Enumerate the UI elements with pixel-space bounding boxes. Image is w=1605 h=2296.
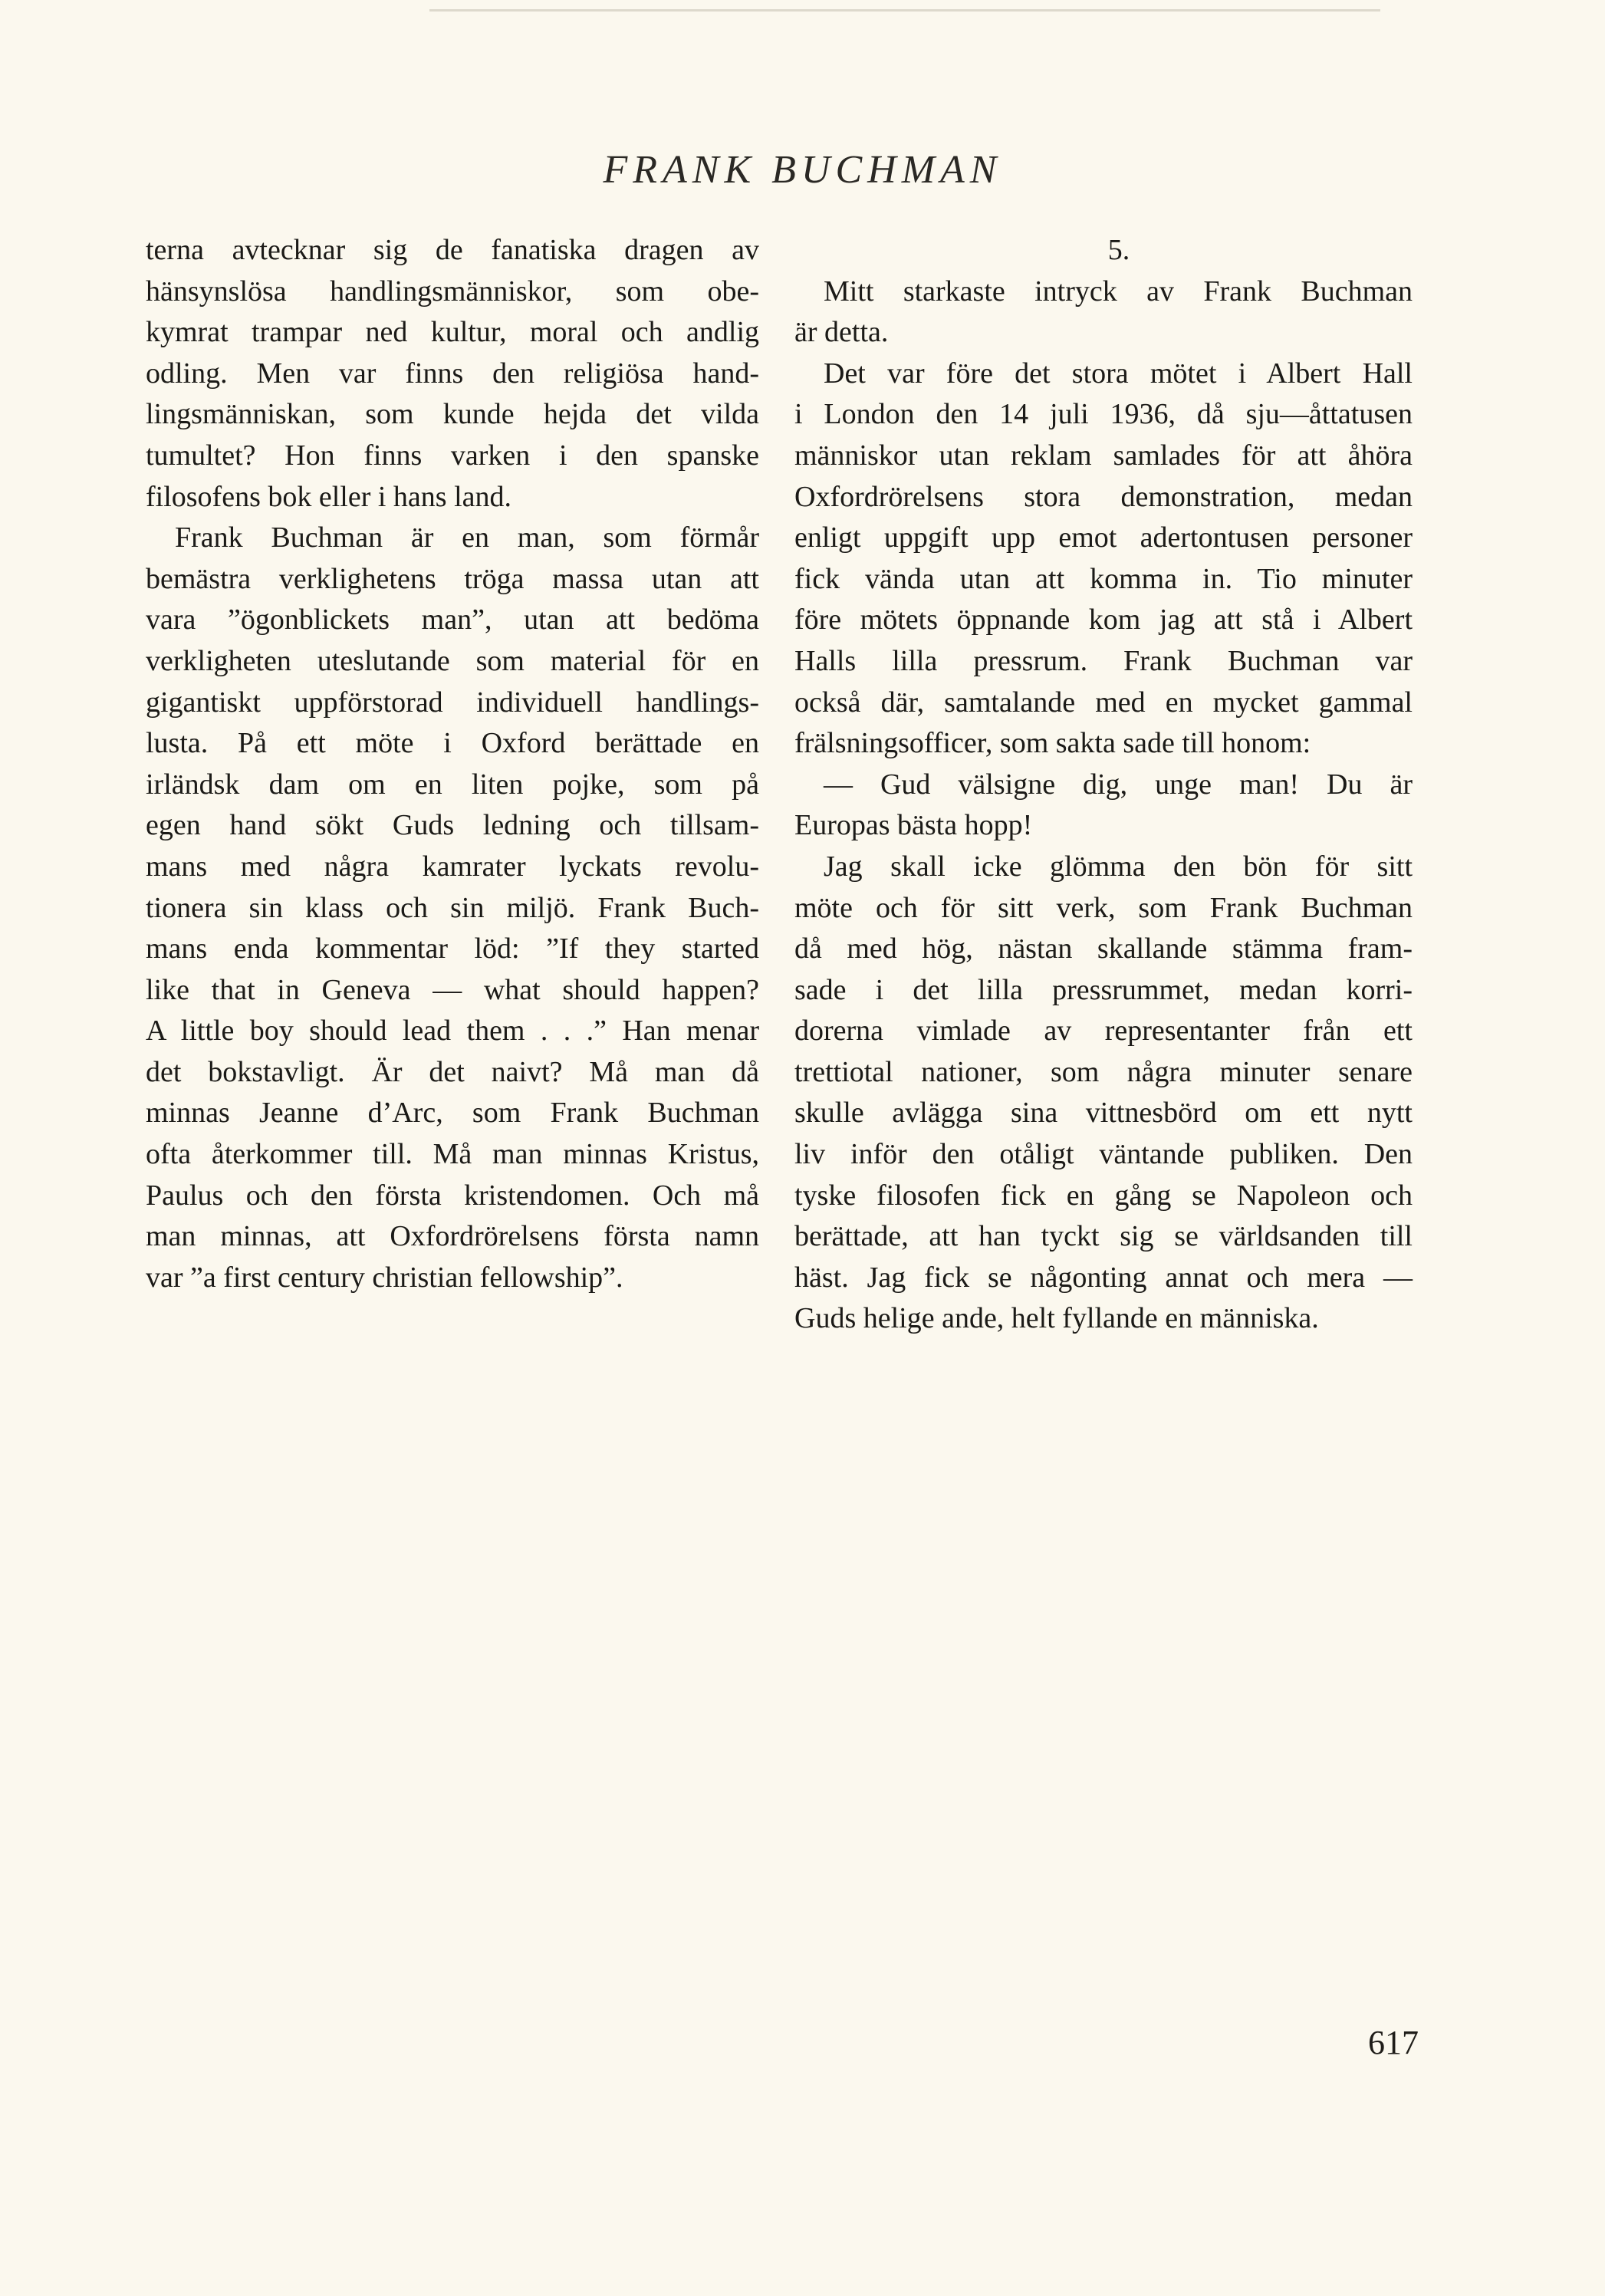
text-line: lusta. På ett möte i Oxford berättade en: [146, 727, 759, 760]
text-line: sade i det lilla pressrummet, medan korri-: [794, 973, 1413, 1006]
text-line: berättade, att han tyckt sig se världsanden till: [794, 1220, 1413, 1253]
text-line: irländsk dam om en liten pojke, som på: [146, 768, 759, 801]
page-number: 617: [1368, 2024, 1419, 2061]
text-line: terna avtecknar sig de fanatiska dragen av: [146, 234, 759, 266]
section-number: 5.: [1107, 234, 1130, 266]
text-line: Det var före det stora mötet i Albert Hall: [824, 357, 1413, 390]
text-line: lingsmänniskan, som kunde hejda det vilda: [146, 398, 759, 431]
text-line: minnas Jeanne d’Arc, som Frank Buchman: [146, 1097, 759, 1130]
paragraph: [794, 847, 1413, 1340]
text-line: filosofens bok eller i hans land.: [146, 480, 512, 513]
text-line: man minnas, att Oxfordrörelsens första namn: [146, 1220, 759, 1253]
text-line: tyske filosofen fick en gång se Napoleon och: [794, 1179, 1413, 1212]
text-line: hänsynslösa handlingsmänniskor, som obe-: [146, 275, 759, 308]
text-line: — Gud välsigne dig, unge man! Du är: [824, 768, 1413, 801]
text-line: verkligheten uteslutande som material för en: [146, 644, 759, 677]
top-rule: [429, 9, 1380, 12]
text-line: det bokstavligt. Är det naivt? Må man då: [146, 1055, 759, 1088]
text-line: Mitt starkaste intryck av Frank Buchman: [824, 275, 1413, 308]
text-line: skulle avlägga sina vittnesbörd om ett nytt: [794, 1097, 1413, 1130]
paragraph: [794, 354, 1413, 765]
text-line: före mötets öppnande kom jag att stå i Albert: [794, 604, 1413, 636]
text-line: odling. Men var finns den religiösa hand-: [146, 357, 759, 390]
text-line: egen hand sökt Guds ledning och tillsam-: [146, 809, 759, 842]
text-line: Halls lilla pressrum. Frank Buchman var: [794, 644, 1413, 677]
paragraph: [794, 271, 1413, 354]
text-line: vara ”ögonblickets man”, utan att bedöma: [146, 604, 759, 636]
text-line: frälsningsofficer, som sakta sade till honom:: [794, 727, 1311, 760]
text-line: bemästra verklighetens tröga massa utan att: [146, 562, 759, 595]
text-line: i London den 14 juli 1936, då sju—åttatusen: [794, 398, 1413, 431]
right-column: [794, 230, 1413, 1340]
text-line: mans enda kommentar löd: ”If they started: [146, 933, 759, 965]
text-line: Europas bästa hopp!: [794, 809, 1033, 842]
text-line: Frank Buchman är en man, som förmår: [175, 521, 759, 554]
text-line: människor utan reklam samlades för att åhöra: [794, 439, 1413, 472]
text-line: Oxfordrörelsens stora demonstration, medan: [794, 480, 1413, 513]
paragraph: [794, 765, 1413, 847]
text-line: liv inför den otåligt väntande publiken. Den: [794, 1138, 1413, 1171]
text-line: kymrat trampar ned kultur, moral och andlig: [146, 316, 759, 349]
text-line: är detta.: [794, 316, 889, 349]
text-line: var ”a first century christian fellowship”.: [146, 1261, 623, 1294]
text-line: då med hög, nästan skallande stämma fram-: [794, 933, 1413, 965]
text-line: möte och för sitt verk, som Frank Buchman: [794, 891, 1413, 924]
left-column: [146, 230, 759, 1298]
text-line: tumultet? Hon finns varken i den spanske: [146, 439, 759, 472]
text-line: enligt uppgift upp emot adertontusen personer: [794, 521, 1413, 554]
paragraph: [146, 230, 759, 518]
text-line: A little boy should lead them . . .” Han menar: [146, 1015, 759, 1048]
text-line: Guds helige ande, helt fyllande en människa.: [794, 1302, 1319, 1335]
text-line: dorerna vimlade av representanter från ett: [794, 1015, 1413, 1048]
text-line: gigantiskt uppförstorad individuell handlings-: [146, 686, 759, 719]
text-line: häst. Jag fick se någonting annat och mera —: [794, 1261, 1413, 1294]
text-line: ofta återkommer till. Må man minnas Kristus,: [146, 1138, 759, 1171]
running-head: FRANK BUCHMAN: [603, 148, 1002, 192]
text-line: också där, samtalande med en mycket gammal: [794, 686, 1413, 719]
text-line: tionera sin klass och sin miljö. Frank Buch-: [146, 891, 759, 924]
text-line: like that in Geneva — what should happen?: [146, 973, 759, 1006]
text-line: mans med några kamrater lyckats revolu-: [146, 850, 759, 883]
paragraph: [146, 518, 759, 1298]
text-line: trettiotal nationer, som några minuter senare: [794, 1055, 1413, 1088]
text-line: Jag skall icke glömma den bön för sitt: [824, 850, 1413, 883]
text-line: fick vända utan att komma in. Tio minuter: [794, 562, 1413, 595]
text-line: Paulus och den första kristendomen. Och må: [146, 1179, 759, 1212]
